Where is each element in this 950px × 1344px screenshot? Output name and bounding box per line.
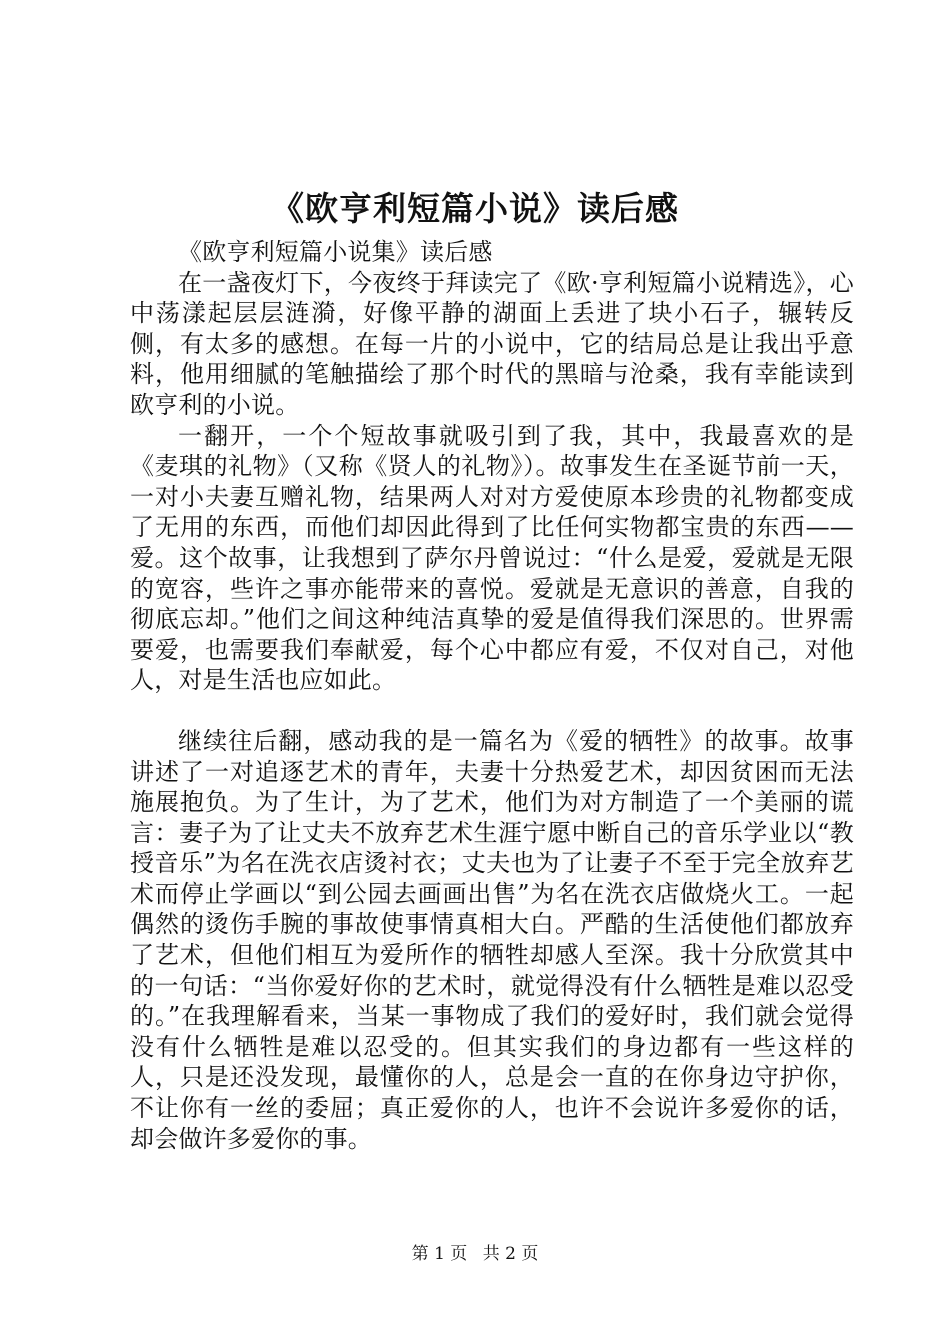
document-title: 《欧亨利短篇小说》读后感	[271, 189, 679, 228]
paragraph-gift-of-magi: 一翻开，一个个短故事就吸引到了我，其中，我最喜欢的是《麦琪的礼物》（又称《贤人的礼物》）。故事发生在圣诞节前一天，一对小夫妻互赠礼物，结果两人对对方爱使原本珍贵的礼物都变成了无用的东西，而他们却因此得到了比任何实物都宝贵的东西——爱。这个故事，让我想到了萨尔丹曾说过：“什么是爱，爱就是无限的宽容，些许之事亦能带来的喜悦。爱就是无意识的善意，自我的彻底忘却。”他们之间这种纯洁真挚的爱是值得我们深思的。世界需要爱，也需要我们奉献爱，每个心中都应有爱，不仅对自己，对他人，对是生活也应如此。	[130, 421, 854, 695]
document-subtitle: 《欧亨利短篇小说集》读后感	[178, 238, 493, 266]
paragraph-sacrifice-of-love: 继续往后翻，感动我的是一篇名为《爱的牺牲》的故事。故事讲述了一对追逐艺术的青年，夫妻十分热爱艺术，却因贫困而无法施展抱负。为了生计，为了艺术，他们为对方制造了一个美丽的谎言：妻子为了让丈夫不放弃艺术生涯宁愿中断自己的音乐学业以“教授音乐”为名在洗衣店烫衬衣；丈夫也为了让妻子不至于完全放弃艺术而停止学画以“到公园去画画出售”为名在洗衣店做烧火工。一起偶然的烫伤手腕的事故使事情真相大白。严酷的生活使他们都放弃了艺术，但他们相互为爱所作的牺牲却感人至深。我十分欣赏其中的一句话：“当你爱好你的艺术时，就觉得没有什么牺牲是难以忍受的。”在我理解看来，当某一事物成了我们的爱好时，我们就会觉得没有什么牺牲是难以忍受的。但其实我们的身边都有一些这样的人，只是还没发现，最懂你的人，总是会一直的在你身边守护你，不让你有一丝的委屈；真正爱你的人，也许不会说许多爱你的话，却会做许多爱你的事。	[130, 726, 854, 1153]
page-number: 第 1 页	[411, 1244, 468, 1264]
paragraph-intro: 在一盏夜灯下，今夜终于拜读完了《欧·亨利短篇小说精选》，心中荡漾起层层涟漪，好像平静的湖面上丢进了块小石子，辗转反侧，有太多的感想。在每一片的小说中，它的结局总是让我出乎意料，他用细腻的笔触描绘了那个时代的黑暗与沧桑，我有幸能读到欧亨利的小说。	[130, 268, 854, 419]
page-footer	[0, 1243, 950, 1265]
page-total: 共 2 页	[482, 1244, 539, 1264]
document-body	[130, 237, 854, 1154]
